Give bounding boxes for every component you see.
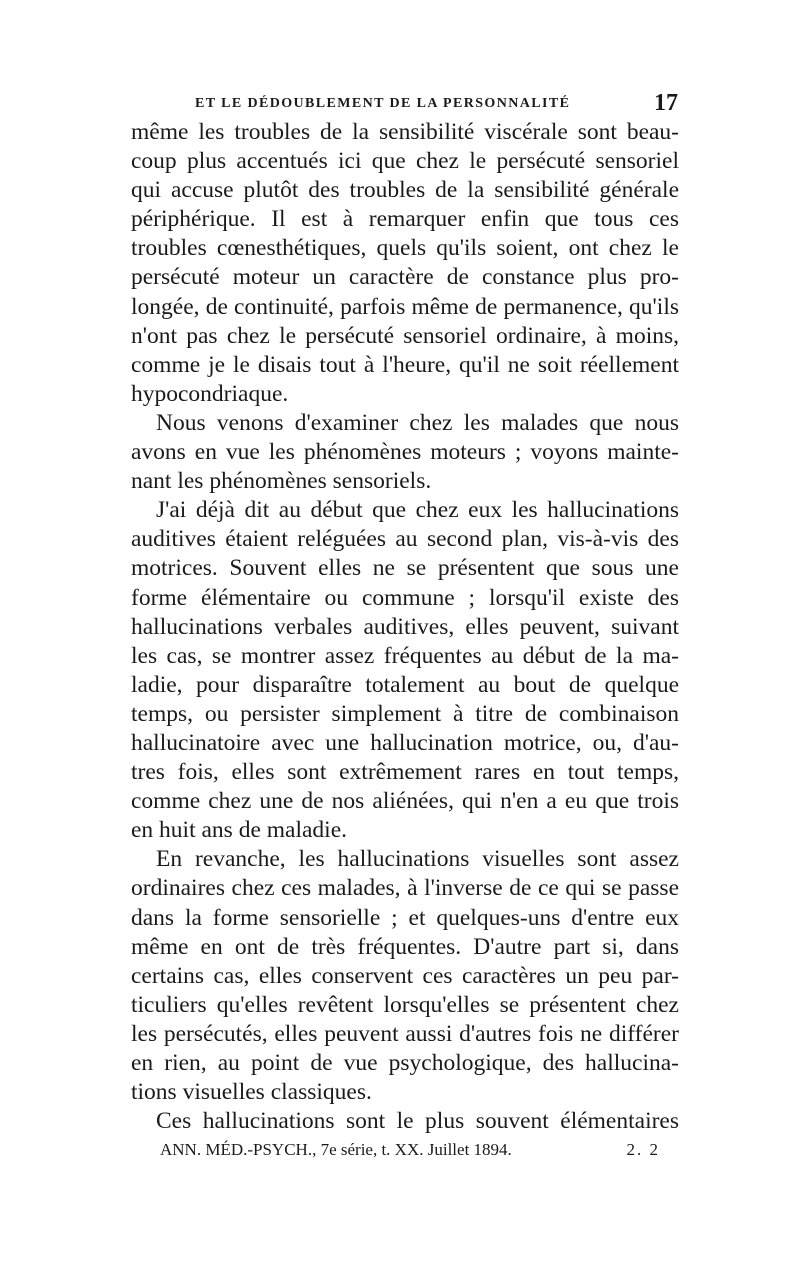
running-head [195, 92, 680, 116]
page-number: 17 [654, 90, 678, 116]
running-title: ET LE DÉDOUBLEMENT DE LA PERSONNALITÉ [195, 96, 571, 111]
text-line: longée, de continuité, parfois même de permanence, qu'ils [131, 293, 679, 320]
text-line: nant les phénomènes sensoriels. [131, 468, 432, 495]
page-footer [160, 1140, 660, 1162]
text-line: tres fois, elles sont extrêmement rares en tout temps, [131, 759, 679, 786]
text-line: auditives étaient reléguées au second plan, vis-à-vis des [131, 526, 679, 553]
text-line: Nous venons d'examiner chez les malades que nous [156, 409, 679, 436]
text-line: ticuliers qu'elles revêtent lorsqu'elles se présentent chez [131, 991, 679, 1018]
text-line: persécuté moteur un caractère de constance plus pro- [131, 264, 679, 291]
text-line: motrices. Souvent elles ne se présentent que sous une [131, 555, 679, 582]
text-line: forme élémentaire ou commune ; lorsqu'il existe des [131, 584, 679, 611]
text-line: tions visuelles classiques. [131, 1079, 372, 1106]
text-line: ordinaires chez ces malades, à l'inverse de ce qui se passe [131, 875, 679, 902]
text-line: ladie, pour disparaître totalement au bout de quelque [131, 671, 679, 698]
text-line: périphérique. Il est à remarquer enfin que tous ces [131, 206, 679, 233]
text-line: hypocondriaque. [131, 380, 289, 407]
text-line: les persécutés, elles peuvent aussi d'autres fois ne différer [131, 1020, 679, 1047]
text-line: Ces hallucinations sont le plus souvent élémentaires [156, 1108, 679, 1135]
text-line: certains cas, elles conservent ces caractères un peu par- [131, 962, 679, 989]
text-line: les cas, se montrer assez fréquentes au début de la ma- [131, 642, 679, 669]
text-line: J'ai déjà dit au début que chez eux les hallucinations [156, 497, 679, 524]
text-line: troubles cœnesthétiques, quels qu'ils soient, ont chez le [131, 235, 679, 262]
body-text [131, 118, 679, 1136]
journal-citation: ANN. MÉD.-PSYCH., 7e série, t. XX. Juillet 1894. [160, 1140, 512, 1159]
text-line: même en ont de très fréquentes. D'autre part si, dans [131, 933, 679, 960]
text-line: comme chez une de nos aliénées, qui n'en a eu que trois [131, 788, 679, 815]
text-line: comme je le disais tout à l'heure, qu'il ne soit réellement [131, 351, 679, 378]
text-line: qui accuse plutôt des troubles de la sensibilité générale [131, 177, 679, 204]
text-line: hallucinatoire avec une hallucination motrice, ou, d'au- [131, 729, 679, 756]
text-line: avons en vue les phénomènes moteurs ; voyons mainte- [131, 439, 679, 466]
text-line: dans la forme sensorielle ; et quelques-uns d'entre eux [131, 904, 679, 931]
text-line: temps, ou persister simplement à titre de combinaison [131, 700, 679, 727]
text-line: hallucinations verbales auditives, elles peuvent, suivant [131, 613, 679, 640]
text-line: En revanche, les hallucinations visuelles sont assez [156, 846, 679, 873]
text-line: en huit ans de maladie. [131, 817, 347, 844]
text-line: coup plus accentués ici que chez le persécuté sensoriel [131, 148, 679, 175]
text-line: en rien, au point de vue psychologique, des hallucina- [131, 1050, 679, 1076]
text-line: n'ont pas chez le persécuté sensoriel ordinaire, à moins, [131, 322, 679, 349]
signature-mark: 2. 2 [626, 1140, 660, 1159]
text-line: même les troubles de la sensibilité viscérale sont beau- [131, 119, 679, 145]
